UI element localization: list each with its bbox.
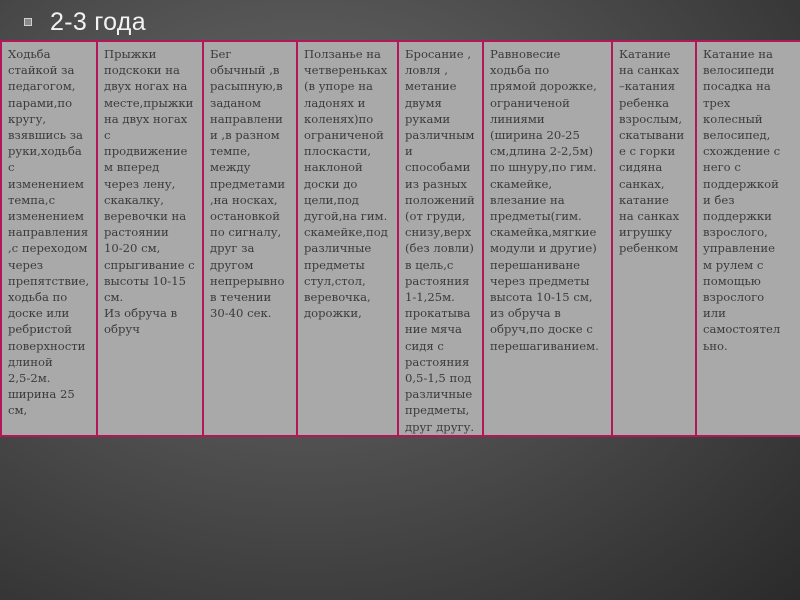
cell-text-line: управление <box>703 241 775 256</box>
cell-text-line: направления <box>8 225 89 240</box>
cell-text-line: по сигналу, <box>210 225 282 240</box>
cell-text-line: перешагиванием. <box>490 338 599 353</box>
cell-text-line: длиной <box>8 354 53 369</box>
cell-text-line: предметами <box>210 176 286 191</box>
cell-text-line: велосипеди <box>703 63 775 78</box>
cell-text-line: высоты 10-15 <box>104 273 186 288</box>
table-cell-jumping <box>97 41 203 436</box>
cell-text-line: препятствие, <box>8 273 90 288</box>
cell-text-line: плоскасти, <box>304 144 372 159</box>
cell-text-line: поддержкой <box>703 176 779 191</box>
cell-text-line: ,на носках, <box>210 192 278 207</box>
cell-text-line: ладонях и <box>304 95 366 110</box>
cell-text-line: расыпную,в <box>210 79 283 94</box>
cell-text-line: снизу,верх <box>405 225 472 240</box>
cell-text-line: или <box>703 306 726 321</box>
cell-text-line: е с горки <box>619 144 676 159</box>
cell-text-line: прямой дорожке, <box>490 79 597 94</box>
cell-text-line: ние мяча <box>405 322 462 337</box>
cell-text-line: метание <box>405 79 457 94</box>
cell-text-line: из разных <box>405 176 467 191</box>
cell-text-line: темпе, <box>210 144 251 159</box>
cell-text-line: Из обруча в <box>104 306 178 321</box>
cell-text-line: в цель,с <box>405 257 454 272</box>
cell-text-line: положений <box>405 192 475 207</box>
cell-text-line: непрерывно <box>210 273 285 288</box>
cell-text-line: с <box>8 160 15 175</box>
cell-text-line: взрослого <box>703 290 765 305</box>
cell-text-line: месте,прыжки <box>104 95 194 110</box>
cell-text-line: руки,ходьба <box>8 144 82 159</box>
table-cell-crawling <box>297 41 398 436</box>
cell-text-line: дорожки, <box>304 306 362 321</box>
cell-text-line: поверхности <box>8 338 86 353</box>
cell-text-line: в течении <box>210 290 272 305</box>
cell-text-line: (от груди, <box>405 209 466 224</box>
cell-text-line: сидяна <box>619 160 663 175</box>
cell-text-line: 10-20 см, <box>104 241 161 256</box>
cell-text-line: см,длина 2-2,5м) <box>490 144 594 159</box>
cell-text-line: и ,в разном <box>210 128 280 143</box>
square-bullet-icon <box>24 18 32 26</box>
cell-text-line: 1-1,25м. <box>405 290 455 305</box>
table-cell-throwing <box>398 41 483 436</box>
cell-text-line: через лену, <box>104 176 176 191</box>
cell-text-line: взрослого, <box>703 225 768 240</box>
cell-text-line: и <box>405 144 413 159</box>
cell-text-line: см, <box>8 403 28 418</box>
cell-text-line: и без <box>703 192 735 207</box>
table-cell-sledding <box>612 41 696 436</box>
cell-text-line: на двух ногах <box>104 111 188 126</box>
cell-text-line: взявшись за <box>8 128 83 143</box>
cell-text-line: перешаниване <box>490 257 581 272</box>
cell-text-line: ьно. <box>703 338 728 353</box>
cell-text-line: Катание <box>619 47 671 61</box>
slide-title: 2-3 года <box>50 7 146 36</box>
cell-text-line: по шнуру,по гим. <box>490 160 597 175</box>
cell-text-line: влезание на <box>490 192 565 207</box>
cell-text-line: предметы, <box>405 403 470 418</box>
cell-text-line: трех <box>703 95 731 110</box>
cell-text-line: цели,под <box>304 192 359 207</box>
cell-text-line: парами,по <box>8 95 73 110</box>
cell-text-line: на санках <box>619 209 680 224</box>
cell-text-line: веревочки на <box>104 209 187 224</box>
cell-text-line: обычный ,в <box>210 63 280 78</box>
cell-text-line: коленях)по <box>304 111 374 126</box>
cell-text-line: ширина 25 <box>8 387 75 402</box>
cell-text-line: подскоки на <box>104 63 180 78</box>
cell-text-line: педагогом, <box>8 79 76 94</box>
cell-text-line: катание <box>619 192 669 207</box>
cell-text-line: из обруча в <box>490 306 561 321</box>
cell-text-line: доске или <box>8 306 70 321</box>
cell-text-line: (в упоре на <box>304 79 373 94</box>
cell-text-line: растояния <box>405 354 470 369</box>
cell-text-line: помощью <box>703 273 761 288</box>
cell-text-line: дугой,на гим. <box>304 209 388 224</box>
cell-text-line: способами <box>405 160 471 175</box>
cell-text-line: ребенком <box>619 241 679 256</box>
cell-text-line: скакалку, <box>104 192 164 207</box>
cell-text-line: него с <box>703 160 741 175</box>
cell-text-line: Прыжки <box>104 47 157 61</box>
cell-text-line: ребристой <box>8 322 73 337</box>
cell-text-line: 30-40 сек. <box>210 306 272 321</box>
cell-text-line: изменением <box>8 176 84 191</box>
cell-text-line: скамейке,под <box>304 225 388 240</box>
cell-text-line: линиями <box>490 111 545 126</box>
cell-text-line: санках, <box>619 176 665 191</box>
cell-text-line: ребенка <box>619 95 670 110</box>
cell-text-line: продвижение <box>104 144 188 159</box>
cell-text-line: скамейка,мягкие <box>490 225 597 240</box>
cell-text-line: кругу, <box>8 111 47 126</box>
cell-text-line: Ходьба <box>8 47 51 61</box>
cell-text-line: ловля , <box>405 63 448 78</box>
cell-text-line: обруч,по доске с <box>490 322 593 337</box>
cell-text-line: скатывани <box>619 128 685 143</box>
cell-text-line: самостоятел <box>703 322 781 337</box>
cell-text-line: наклоной <box>304 160 363 175</box>
table-cell-running <box>203 41 297 436</box>
cell-text-line: спрыгивание с <box>104 257 195 272</box>
cell-text-line: (ширина 20-25 <box>490 128 580 143</box>
table-cell-cycling <box>696 41 800 436</box>
cell-text-line: Бег <box>210 47 232 61</box>
cell-text-line: с <box>104 128 111 143</box>
cell-text-line: различные <box>405 387 473 402</box>
cell-text-line: через предметы <box>490 273 590 288</box>
cell-text-line: четвереньках <box>304 63 388 78</box>
cell-text-line: ограниченой <box>304 128 384 143</box>
cell-text-line: Равновесие <box>490 47 561 61</box>
cell-text-line: ходьба по <box>8 290 68 305</box>
activities-table-container <box>0 40 800 433</box>
cell-text-line: предметы(гим. <box>490 209 582 224</box>
cell-text-line: посадка на <box>703 79 771 94</box>
cell-text-line: между <box>210 160 251 175</box>
cell-text-line: высота 10-15 см, <box>490 290 593 305</box>
slide-header <box>24 4 146 40</box>
cell-text-line: модули и другие) <box>490 241 597 256</box>
cell-text-line: двумя <box>405 95 442 110</box>
cell-text-line: схождение с <box>703 144 781 159</box>
cell-text-line: ходьба по <box>490 63 550 78</box>
cell-text-line: 0,5-1,5 под <box>405 371 472 386</box>
cell-text-line: различные <box>304 241 372 256</box>
cell-text-line: через <box>8 257 44 272</box>
cell-text-line: Ползанье на <box>304 47 381 61</box>
cell-text-line: различным <box>405 128 475 143</box>
table-cell-walking <box>1 41 97 436</box>
table-cell-balance <box>483 41 612 436</box>
cell-text-line: сидя с <box>405 338 444 353</box>
cell-text-line: заданом <box>210 95 262 110</box>
cell-text-line: ,с переходом <box>8 241 88 256</box>
cell-text-line: (без ловли) <box>405 241 474 256</box>
cell-text-line: Катание на <box>703 47 773 61</box>
cell-text-line: другом <box>210 257 254 272</box>
cell-text-line: друг другу. <box>405 419 475 434</box>
cell-text-line: обруч <box>104 322 140 337</box>
cell-text-line: двух ногах на <box>104 79 188 94</box>
cell-text-line: доски до <box>304 176 358 191</box>
cell-text-line: остановкой <box>210 209 280 224</box>
activities-table <box>0 40 800 437</box>
cell-text-line: 2,5-2м. <box>8 371 51 386</box>
cell-text-line: –катания <box>619 79 676 94</box>
cell-text-line: друг за <box>210 241 255 256</box>
cell-text-line: поддержки <box>703 209 772 224</box>
cell-text-line: ограниченой <box>490 95 570 110</box>
cell-text-line: скамейке, <box>490 176 553 191</box>
cell-text-line: на санках <box>619 63 680 78</box>
cell-text-line: изменением <box>8 209 84 224</box>
cell-text-line: м рулем с <box>703 257 764 272</box>
cell-text-line: м вперед <box>104 160 160 175</box>
cell-text-line: руками <box>405 111 451 126</box>
cell-text-line: растояния <box>405 273 470 288</box>
cell-text-line: см. <box>104 290 124 305</box>
cell-text-line: прокатыва <box>405 306 471 321</box>
cell-text-line: направлени <box>210 111 283 126</box>
table-row <box>1 41 800 436</box>
cell-text-line: предметы <box>304 257 365 272</box>
cell-text-line: взрослым, <box>619 111 683 126</box>
cell-text-line: Бросание , <box>405 47 472 61</box>
cell-text-line: стайкой за <box>8 63 75 78</box>
cell-text-line: темпа,с <box>8 192 56 207</box>
cell-text-line: стул,стол, <box>304 273 366 288</box>
cell-text-line: колесный <box>703 111 763 126</box>
cell-text-line: веревочка, <box>304 290 371 305</box>
cell-text-line: игрушку <box>619 225 672 240</box>
cell-text-line: велосипед, <box>703 128 771 143</box>
cell-text-line: растоянии <box>104 225 169 240</box>
